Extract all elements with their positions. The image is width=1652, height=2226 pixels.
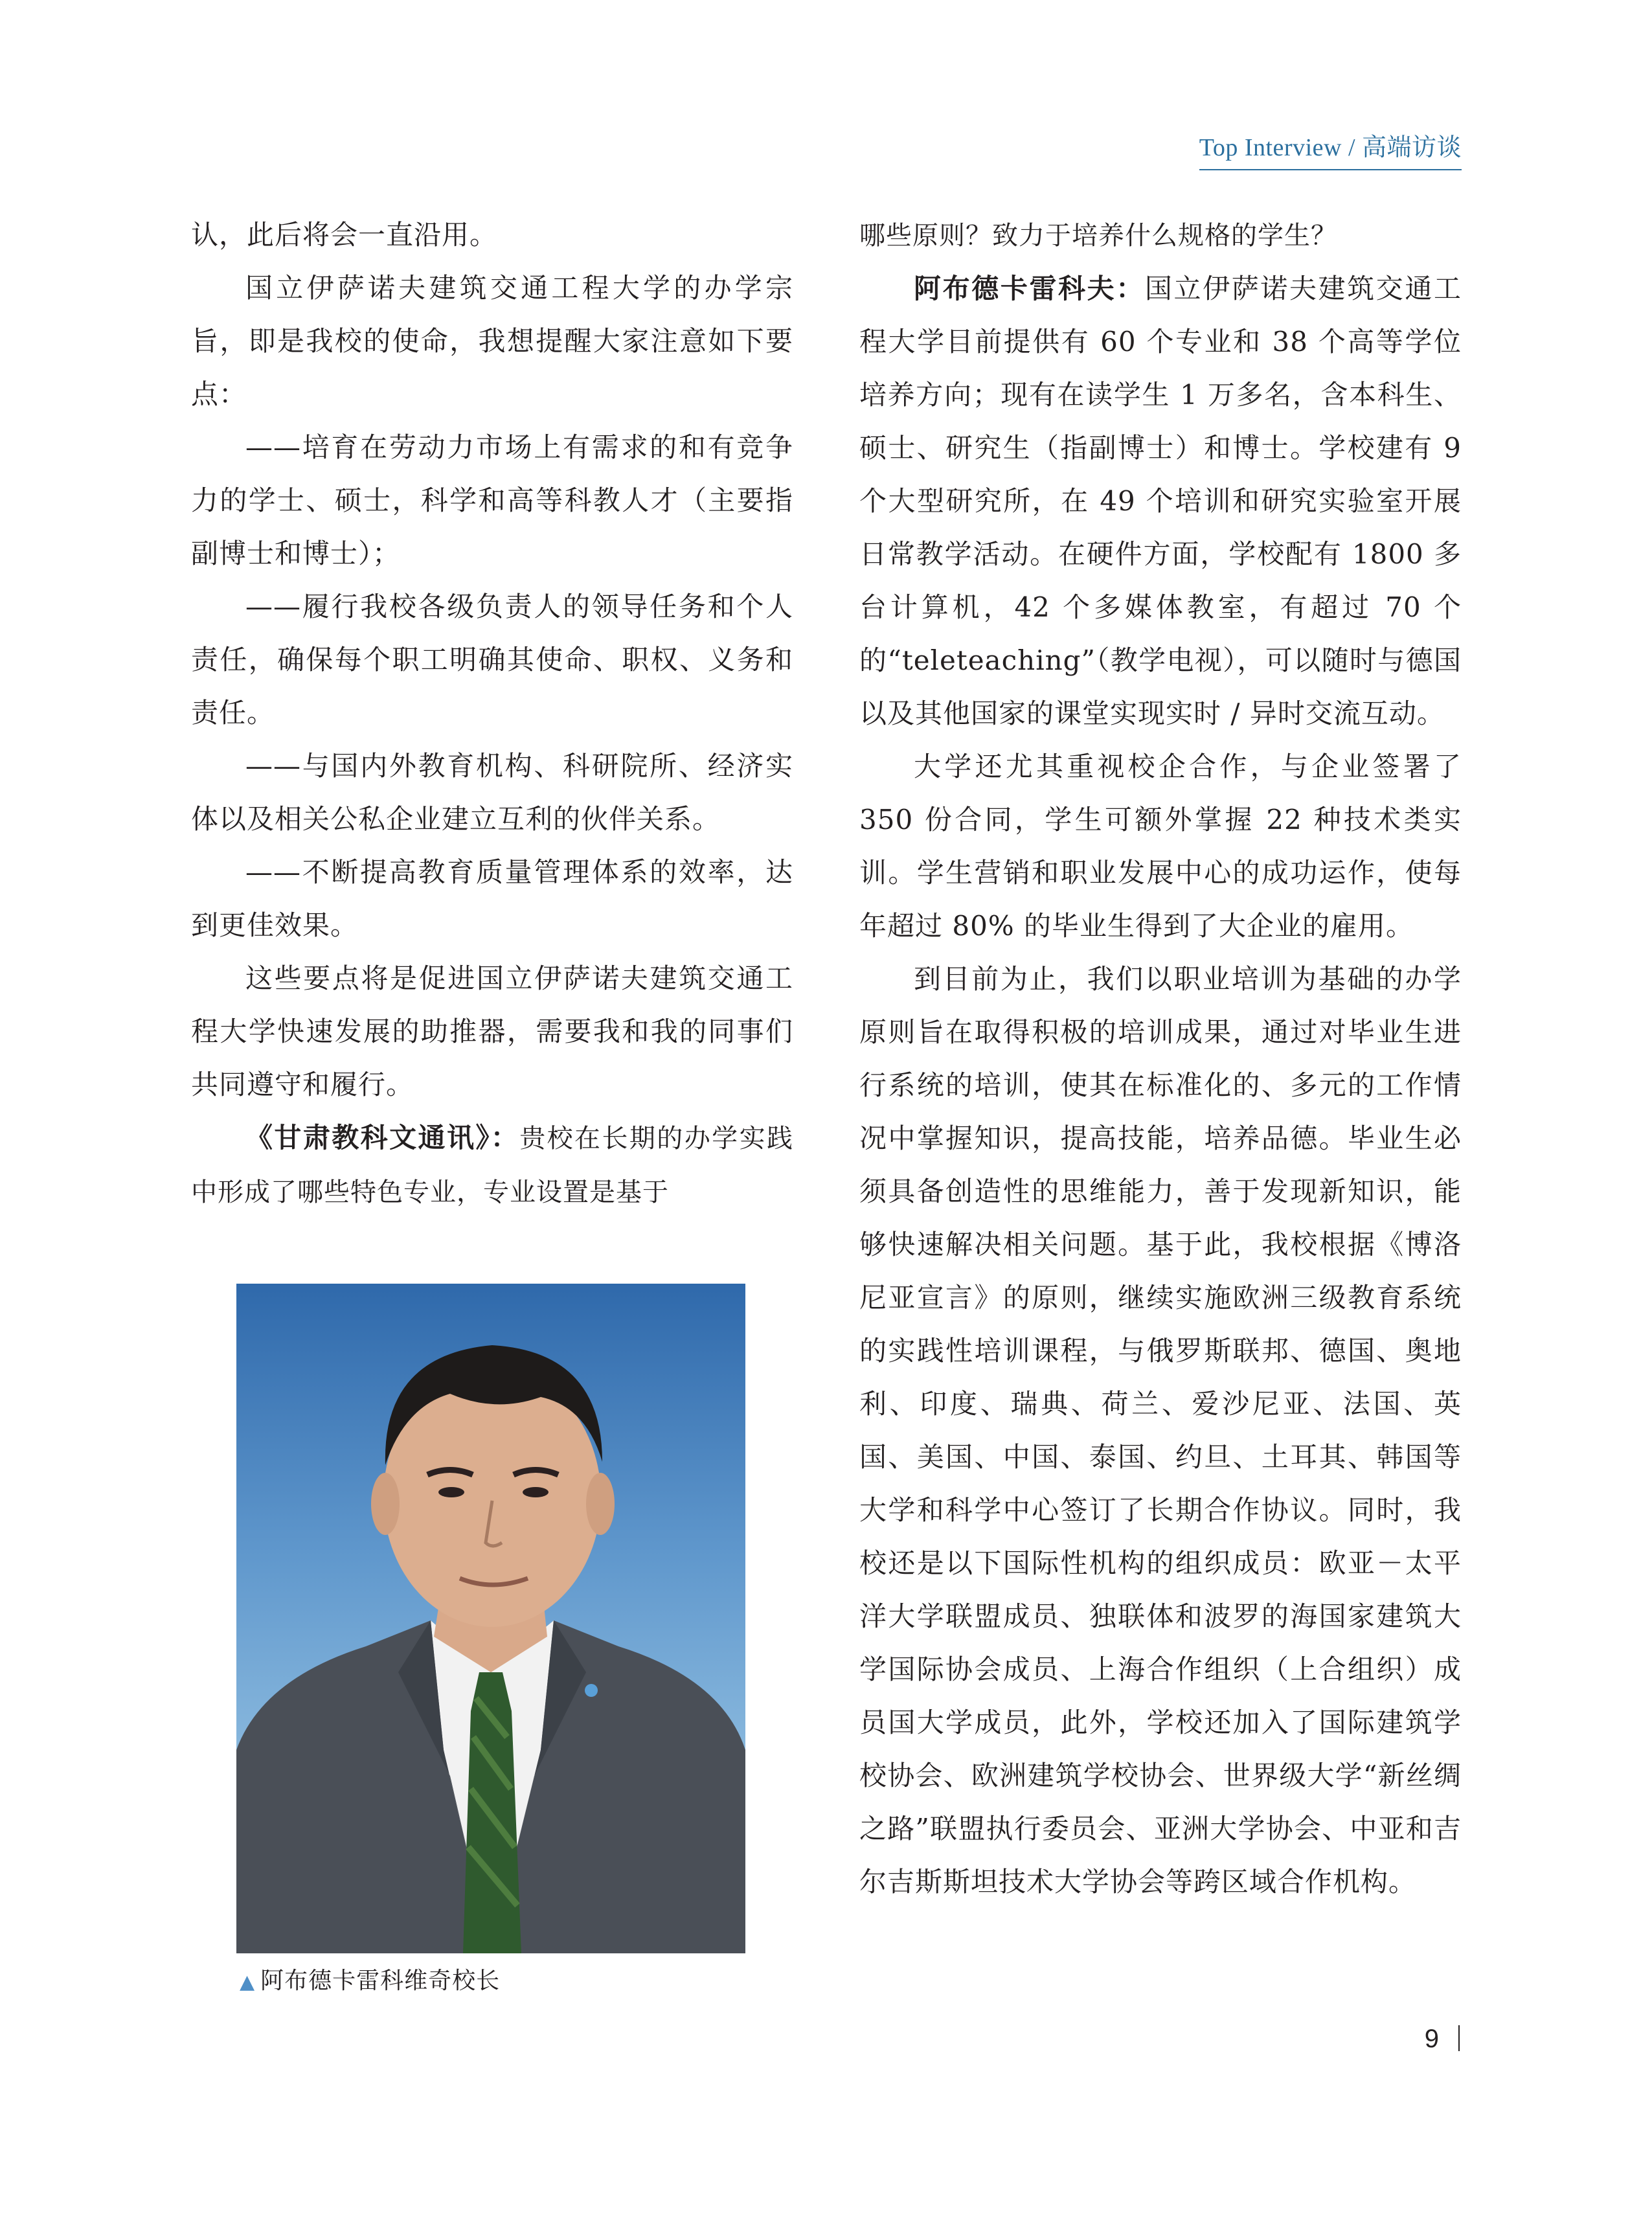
- paragraph-text: 国立伊萨诺夫建筑交通工程大学的办学宗旨，即是我校的使命，我想提醒大家注意如下要点：: [191, 272, 793, 410]
- page-number-text: 9: [1424, 2025, 1439, 2053]
- portrait-illustration: [236, 1284, 745, 1953]
- paragraph: [191, 740, 793, 846]
- paragraph-text: 这些要点将是促进国立伊萨诺夫建筑交通工程大学快速发展的助推器，需要我和我的同事们共同遵守和履行。: [191, 962, 793, 1100]
- paragraph: [191, 580, 793, 740]
- paragraph: [191, 262, 793, 421]
- paragraph-text: ——与国内外教育机构、科研院所、经济实体以及相关公私企业建立互利的伙伴关系。: [191, 750, 793, 835]
- paragraph-text: 到目前为止，我们以职业培训为基础的办学原则旨在取得积极的培训成果，通过对毕业生进行系统的培训，使其在标准化的、多元的工作情况中掌握知识，提高技能，培养品德。毕业生必须具备创造性的思维能力，善于发现新知识，能够快速解决相关问题。基于此，我校根据《博洛尼亚宣言》的原则，继续实施欧洲三级教育系统的实践性培训课程，与俄罗斯联邦、德国、奥地利、印度、瑞典、荷兰、爱沙尼亚、法国、英国、美国、中国、泰国、约旦、土耳其、韩国等大学和科学中心签订了长期合作协议。同时，我校还是以下国际性机构的组织成员：欧亚－太平洋大学联盟成员、独联体和波罗的海国家建筑大学国际协会成员、上海合作组织（上合组织）成员国大学成员，此外，学校还加入了国际建筑学校协会、欧洲建筑学校协会、世界级大学“新丝绸之路”联盟执行委员会、亚洲大学协会、中亚和吉尔吉斯斯坦技术大学协会等跨区域合作机构。: [859, 963, 1462, 1898]
- left-column: [191, 209, 793, 1219]
- running-header: Top Interview / 高端访谈: [1199, 127, 1462, 170]
- folio-divider: [1458, 2025, 1460, 2051]
- paragraph-text: ——不断提高教育质量管理体系的效率，达到更佳效果。: [191, 856, 793, 941]
- paragraph-text: ——培育在劳动力市场上有需求的和有竞争力的学士、硕士，科学和高等科教人才（主要指副博士和博士）；: [191, 431, 793, 569]
- paragraph-text: 哪些原则？致力于培养什么规格的学生？: [859, 221, 1337, 251]
- paragraph-text: 国立伊萨诺夫建筑交通工程大学目前提供有 60 个专业和 38 个高等学位培养方向；现有在读学生 1 万多名，含本科生、硕士、研究生（指副博士）和博士。学校建有 9 个大型研究所，在 49 个培训和研究实验室开展日常教学活动。在硬件方面，学校配有 1800 多台计算机，42 个多媒体教室，有超过 70 个的“teleteaching”（教学电视），可以随时与德国以及其他国家的课堂实现实时 / 异时交流互动。: [859, 273, 1462, 729]
- paragraph-text: ——履行我校各级负责人的领导任务和个人责任，确保每个职工明确其使命、职权、义务和责任。: [191, 591, 793, 729]
- paragraph: [191, 1111, 793, 1219]
- paragraph: [859, 209, 1462, 262]
- right-column: [859, 209, 1462, 1909]
- paragraph: [859, 953, 1462, 1909]
- page-number: [1425, 2025, 1460, 2054]
- paragraph-text: 贵校在长期的办学实践中形成了哪些特色专业，专业设置是基于: [191, 1124, 793, 1207]
- speaker-label: 《甘肃教科文通讯》：: [245, 1122, 520, 1153]
- caption-triangle-icon: ▲: [240, 1971, 256, 1993]
- paragraph: [859, 262, 1462, 740]
- paragraph: [859, 740, 1462, 953]
- speaker-label: 阿布德卡雷科夫：: [914, 273, 1145, 304]
- paragraph-text: 认，此后将会一直沿用。: [191, 219, 498, 251]
- paragraph: [191, 421, 793, 580]
- paragraph: [191, 952, 793, 1111]
- paragraph: [191, 846, 793, 952]
- caption-text: 阿布德卡雷科维奇校长: [260, 1968, 501, 1994]
- photo-caption: [240, 1962, 500, 1995]
- paragraph: [191, 209, 793, 262]
- portrait-photo: [236, 1284, 745, 1953]
- paragraph-text: 大学还尤其重视校企合作，与企业签署了 350 份合同，学生可额外掌握 22 种技术类实训。学生营销和职业发展中心的成功运作，使每年超过 80% 的毕业生得到了大企业的雇用。: [859, 751, 1462, 942]
